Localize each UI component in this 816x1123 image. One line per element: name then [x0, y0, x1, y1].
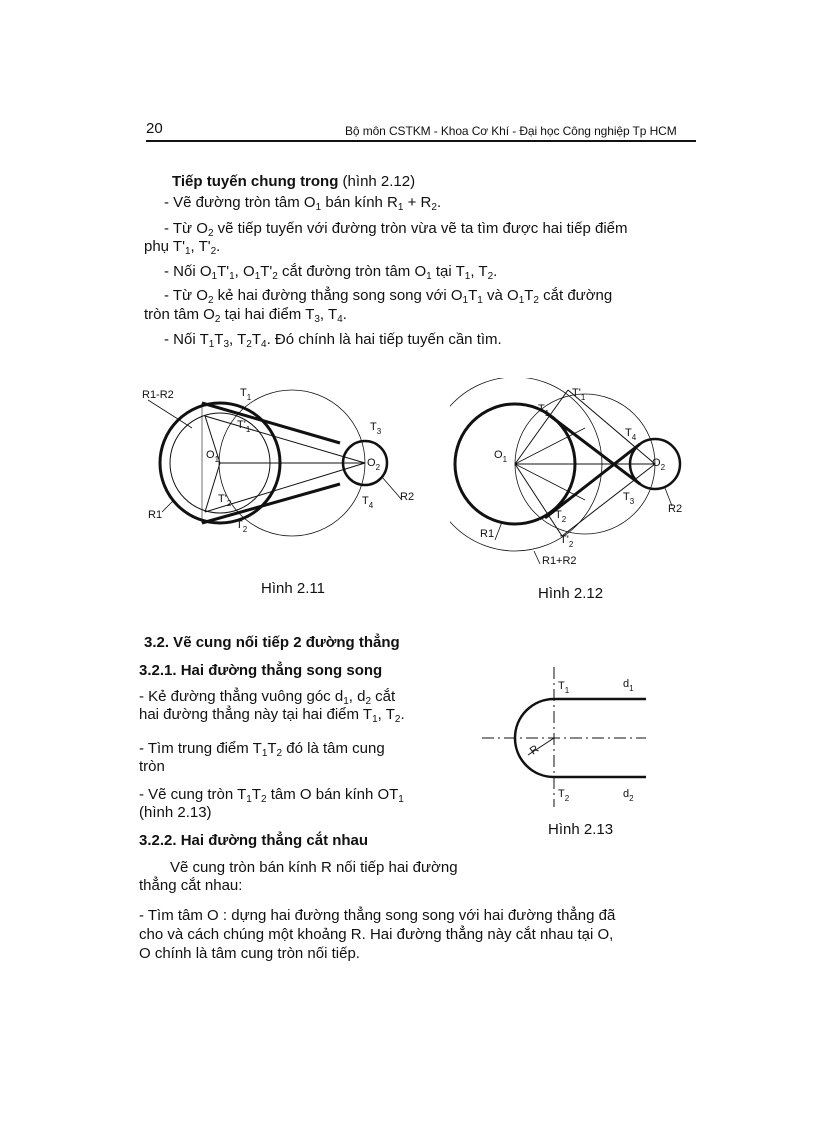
text: T	[524, 287, 534, 304]
sub: 2	[207, 295, 214, 306]
sub: 1	[229, 271, 235, 282]
sub: 2	[246, 339, 252, 350]
sub: 1	[544, 409, 550, 418]
text: - Kẻ đường thẳng vuông góc d	[139, 688, 344, 705]
sub: 2	[210, 246, 217, 257]
text: .	[342, 306, 347, 323]
sub: 1	[246, 794, 252, 805]
sub: 1	[477, 295, 483, 306]
leader-r2	[382, 477, 402, 500]
sub: 1	[261, 748, 268, 759]
label-r1-r2: R1-R2	[142, 389, 174, 401]
text: . Đó chính là hai tiếp tuyến cần tìm.	[266, 331, 502, 348]
leader-r1	[495, 522, 502, 540]
sub: 1	[343, 696, 349, 707]
text: T	[623, 491, 630, 503]
text: cắt đường tròn tâm O	[277, 263, 427, 280]
text: T	[468, 287, 478, 304]
text: .	[400, 706, 405, 723]
header-rule	[146, 140, 696, 142]
text: O	[206, 449, 215, 461]
text: tâm O bán kính OT	[266, 786, 399, 803]
sub: 1	[629, 684, 634, 693]
section-3-2-title: 3.2. Vẽ cung nối tiếp 2 đường thẳng	[144, 634, 400, 651]
sub: 2	[561, 515, 567, 524]
text: T'	[218, 493, 227, 505]
text: , T	[470, 263, 488, 280]
s321-line5	[139, 785, 404, 804]
s321-line3	[139, 739, 385, 758]
sub: 2	[431, 202, 437, 213]
label-r1-plus-r2: R1+R2	[542, 555, 577, 567]
text: T	[558, 788, 565, 800]
sub: 1	[246, 393, 252, 402]
label-t4	[362, 495, 374, 510]
text: cắt	[371, 688, 396, 705]
header-title: Bộ môn CSTKM - Khoa Cơ Khí - Đại học Công nghiệp Tp HCM	[345, 124, 677, 138]
sub: 3	[376, 427, 382, 436]
line-t1p-o2	[205, 416, 365, 463]
text: , d	[348, 688, 366, 705]
inner-tangent-title-ref: (hình 2.12)	[338, 173, 416, 190]
sub: 2	[375, 463, 381, 472]
text: hai đường thẳng này tại hai điểm T	[139, 706, 373, 723]
label-t1	[240, 387, 252, 402]
sub: 1	[397, 202, 404, 213]
sub: 1	[214, 455, 220, 464]
text: d	[623, 678, 630, 690]
sub: 4	[631, 433, 637, 442]
text: T	[538, 403, 545, 415]
sub: 1	[211, 271, 218, 282]
step-4	[164, 286, 612, 305]
leader-r1-r2	[534, 551, 540, 564]
text: T'	[237, 419, 246, 431]
section-3-2-2-title: 3.2.2. Hai đường thẳng cắt nhau	[139, 832, 369, 849]
step-1	[164, 193, 441, 212]
text: T'	[572, 387, 581, 399]
text: - Vẽ cung tròn T	[139, 786, 247, 803]
sub: 2	[226, 499, 232, 508]
text: T	[370, 421, 377, 433]
sub: 1	[315, 202, 322, 213]
sub: 2	[487, 271, 494, 282]
text: T	[251, 331, 261, 348]
sub: 1	[564, 686, 570, 695]
label-t3	[370, 421, 382, 436]
text: - Từ O	[164, 287, 208, 304]
label-r: R	[527, 743, 542, 758]
text: kẻ hai đường thẳng song song với O	[213, 287, 463, 304]
text: T	[251, 786, 262, 803]
text: T'	[260, 263, 273, 280]
text: O	[494, 449, 503, 461]
sub: 2	[564, 794, 570, 803]
inner-tangent-title	[172, 172, 415, 191]
text: .	[493, 263, 498, 280]
sub: 1	[518, 295, 525, 306]
text: T	[240, 387, 247, 399]
sub: 2	[207, 228, 214, 239]
tangent-1	[545, 412, 640, 484]
label-t1	[538, 403, 550, 418]
label-r1: R1	[148, 509, 163, 521]
label-t2	[558, 788, 570, 803]
text: .	[216, 238, 221, 255]
s321-line1	[139, 687, 395, 706]
text: tại T	[431, 263, 465, 280]
label-d1	[623, 678, 634, 693]
tangent-upper	[202, 403, 340, 443]
s322-p2-line1: - Tìm tâm O : dựng hai đường thẳng song song với hai đường thẳng đã	[139, 907, 616, 924]
sub: 4	[368, 501, 374, 510]
text: tại hai điểm T	[220, 306, 315, 323]
sub: 1	[254, 271, 261, 282]
text: - Nối O	[164, 263, 212, 280]
step-2-cont	[144, 237, 220, 256]
step-2	[164, 219, 628, 238]
sub: 1	[464, 271, 471, 282]
sub: 1	[426, 271, 432, 282]
page-number: 20	[146, 120, 163, 137]
sub: 2	[261, 794, 267, 805]
sub: 2	[276, 748, 283, 759]
text: - Từ O	[164, 220, 208, 237]
caption-2-13: Hình 2.13	[548, 821, 614, 838]
text: + R	[403, 194, 432, 211]
text: T	[625, 427, 632, 439]
label-d2	[623, 788, 634, 803]
label-o2	[367, 457, 381, 472]
text: bán kính R	[321, 194, 398, 211]
text: T	[555, 509, 562, 521]
figure-2-13	[478, 665, 663, 810]
label-r2: R2	[400, 491, 415, 503]
text: O	[652, 457, 661, 469]
sub: 4	[337, 314, 343, 325]
figure-2-11	[140, 378, 420, 553]
step-4-cont	[144, 305, 347, 324]
label-t2	[236, 519, 248, 534]
line-o1-t2p	[515, 464, 562, 536]
sub: 1	[184, 246, 191, 257]
s322-p2-line2: cho và cách chúng một khoảng R. Hai đường thẳng này cắt nhau tại O,	[139, 926, 614, 943]
sub: 1	[245, 425, 251, 434]
text: T	[267, 740, 277, 757]
text: T'	[217, 263, 230, 280]
line-o1-t1p	[515, 390, 568, 464]
text: , T	[319, 306, 338, 323]
text: - Nối T	[164, 331, 209, 348]
label-o2	[652, 457, 666, 472]
text: cắt đường	[538, 287, 613, 304]
sub: 1	[208, 339, 215, 350]
step-5	[164, 330, 502, 349]
sub: 2	[568, 540, 574, 549]
sub: 2	[365, 696, 371, 707]
text: T	[362, 495, 369, 507]
label-t2	[555, 509, 567, 524]
line-t2p-o2	[562, 464, 655, 536]
figure-2-12	[450, 378, 695, 583]
text: d	[623, 788, 630, 800]
text: vẽ tiếp tuyến với đường tròn vừa vẽ ta tìm được hai tiếp điểm	[213, 220, 628, 237]
text: T'	[560, 534, 569, 546]
text: T	[236, 519, 243, 531]
label-r2: R2	[668, 503, 683, 515]
sub: 2	[394, 714, 401, 725]
sub: 2	[214, 314, 221, 325]
text: , O	[234, 263, 255, 280]
sub: 1	[502, 455, 508, 464]
section-3-2-1-title: 3.2.1. Hai đường thẳng song song	[139, 662, 383, 679]
step-3	[164, 262, 497, 281]
sub: 1	[372, 714, 378, 725]
s321-line6: (hình 2.13)	[139, 804, 212, 821]
label-r1: R1	[480, 528, 495, 540]
label-o1	[206, 449, 220, 464]
s321-line4: tròn	[139, 758, 165, 775]
sub: 1	[462, 295, 469, 306]
label-o1	[494, 449, 508, 464]
text: O	[367, 457, 376, 469]
caption-2-12: Hình 2.12	[538, 585, 604, 602]
s321-line2	[139, 705, 405, 724]
tangent-2	[545, 444, 640, 518]
sub: 3	[314, 314, 320, 325]
sub: 2	[272, 271, 278, 282]
label-t3	[623, 491, 635, 506]
sub: 2	[242, 525, 248, 534]
text: đó là tâm cung	[282, 740, 385, 757]
sub: 3	[629, 497, 635, 506]
sub: 1	[398, 794, 404, 805]
text: .	[436, 194, 442, 211]
label-t1	[558, 680, 570, 695]
text: , T'	[190, 238, 211, 255]
text: - Vẽ đường tròn tâm O	[164, 194, 316, 211]
sub: 2	[629, 794, 634, 803]
text: phụ T'	[144, 238, 185, 255]
text: , T	[377, 706, 395, 723]
label-t1-prime	[237, 419, 251, 434]
sub: 1	[580, 393, 586, 402]
sub: 4	[261, 339, 267, 350]
s322-p2-line3: O chính là tâm cung tròn nối tiếp.	[139, 945, 360, 962]
inner-tangent-title-bold: Tiếp tuyến chung trong	[172, 173, 339, 190]
leader-r1	[162, 500, 174, 512]
text: tròn tâm O	[144, 306, 215, 323]
text: T	[558, 680, 565, 692]
text: T	[214, 331, 224, 348]
text: , T	[229, 331, 247, 348]
text: và O	[482, 287, 519, 304]
sub: 2	[660, 463, 666, 472]
sub: 2	[533, 295, 539, 306]
sub: 3	[223, 339, 230, 350]
caption-2-11: Hình 2.11	[261, 580, 325, 597]
label-t2-prime	[560, 534, 574, 549]
s322-p1-line2: thẳng cắt nhau:	[139, 877, 243, 894]
text: - Tìm trung điểm T	[139, 740, 262, 757]
s322-p1-line1: Vẽ cung tròn bán kính R nối tiếp hai đường	[170, 859, 458, 876]
